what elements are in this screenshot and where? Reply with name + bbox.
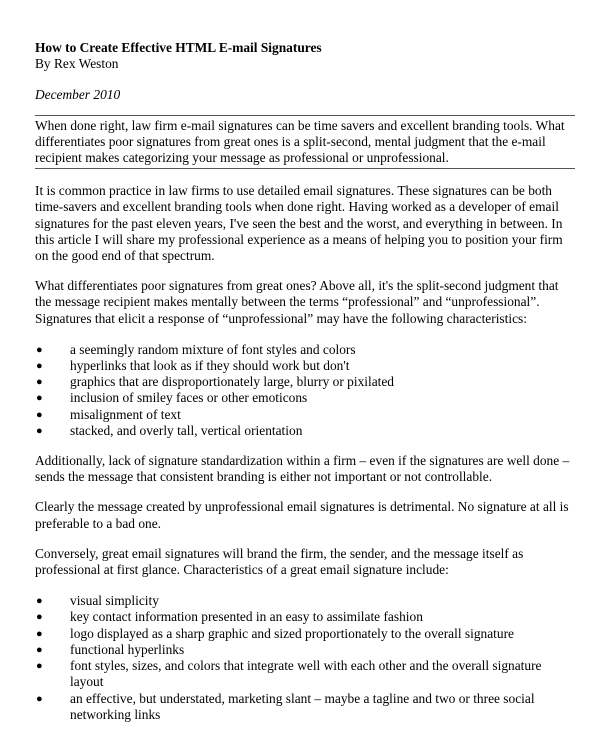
bullet-icon: ● bbox=[36, 595, 43, 608]
bullet-icon: ● bbox=[36, 408, 43, 421]
list-item bbox=[35, 691, 575, 723]
paragraph-differentiates: What differentiates poor signatures from great ones? Above all, it's the split-second judgment that the message recipient makes mentally between the terms “professional” and “unprofessional”. Signatures that elicit a response of “unprofessional” may have the following characteristics: bbox=[35, 278, 559, 326]
document-page bbox=[35, 40, 575, 723]
good-traits-list bbox=[35, 593, 575, 723]
list-item-text: misalignment of text bbox=[70, 406, 181, 422]
list-item-text: a seemingly random mixture of font styles and colors bbox=[70, 341, 356, 357]
bullet-icon: ● bbox=[36, 376, 43, 389]
list-item-text: an effective, but understated, marketing slant – maybe a tagline and two or three social networking links bbox=[70, 690, 535, 722]
list-item bbox=[35, 609, 575, 625]
paragraph-detrimental: Clearly the message created by unprofessional email signatures is detrimental. No signature at all is preferable to a bad one. bbox=[35, 499, 569, 531]
document-title: How to Create Effective HTML E-mail Signatures bbox=[35, 40, 322, 55]
list-item bbox=[35, 658, 575, 690]
list-item bbox=[35, 593, 575, 609]
bullet-icon: ● bbox=[36, 360, 43, 373]
list-item bbox=[35, 407, 575, 423]
list-item bbox=[35, 626, 575, 642]
abstract-box bbox=[35, 115, 575, 170]
list-item-text: inclusion of smiley faces or other emoticons bbox=[70, 390, 308, 406]
bullet-icon: ● bbox=[36, 627, 43, 640]
list-item-text: functional hyperlinks bbox=[70, 641, 185, 657]
list-item-text: font styles, sizes, and colors that integrate well with each other and the overall signature layout bbox=[70, 658, 542, 690]
list-item-text: graphics that are disproportionately large, blurry or pixilated bbox=[70, 374, 395, 390]
paragraph-intro: It is common practice in law firms to use detailed email signatures. These signatures can be both time-savers and excellent branding tools when done right. Having worked as a developer of email signatures for the past eleven years, I've seen the best and the worst, and everything in between. In this article I will share my professional experience as a means of helping you to position your firm on the good end of that spectrum. bbox=[35, 183, 563, 264]
list-item bbox=[35, 358, 575, 374]
list-item-text: visual simplicity bbox=[70, 593, 159, 609]
list-item-text: logo displayed as a sharp graphic and sized proportionately to the overall signature bbox=[70, 625, 514, 641]
bullet-icon: ● bbox=[36, 392, 43, 405]
list-item bbox=[35, 374, 575, 390]
bullet-icon: ● bbox=[36, 611, 43, 624]
list-item-text: key contact information presented in an easy to assimilate fashion bbox=[70, 609, 423, 625]
document-date: December 2010 bbox=[35, 87, 121, 103]
list-item bbox=[35, 642, 575, 658]
bullet-icon: ● bbox=[36, 692, 43, 705]
paragraph-standardization: Additionally, lack of signature standardization within a firm – even if the signatures are well done – sends the message that consistent branding is either not important or not controllable. bbox=[35, 453, 570, 485]
bullet-icon: ● bbox=[36, 424, 43, 437]
bad-traits-list bbox=[35, 342, 575, 439]
list-item-text: hyperlinks that look as if they should work but don't bbox=[70, 358, 350, 374]
bullet-icon: ● bbox=[36, 643, 43, 656]
paragraph-conversely: Conversely, great email signatures will brand the firm, the sender, and the message itself as professional at first glance. Characteristics of a great email signature include: bbox=[35, 545, 524, 578]
bullet-icon: ● bbox=[36, 660, 43, 673]
document-author: By Rex Weston bbox=[35, 56, 119, 72]
list-item bbox=[35, 390, 575, 406]
abstract-text: When done right, law firm e-mail signatures can be time savers and excellent branding tools. What differentiates poor signatures from great ones is a split-second, mental judgment that the e-mail recipient makes categorizing your message as professional or unprofessional. bbox=[35, 117, 565, 166]
bullet-icon: ● bbox=[36, 343, 43, 356]
list-item-text: stacked, and overly tall, vertical orientation bbox=[70, 422, 303, 438]
list-item bbox=[35, 423, 575, 439]
list-item bbox=[35, 342, 575, 358]
